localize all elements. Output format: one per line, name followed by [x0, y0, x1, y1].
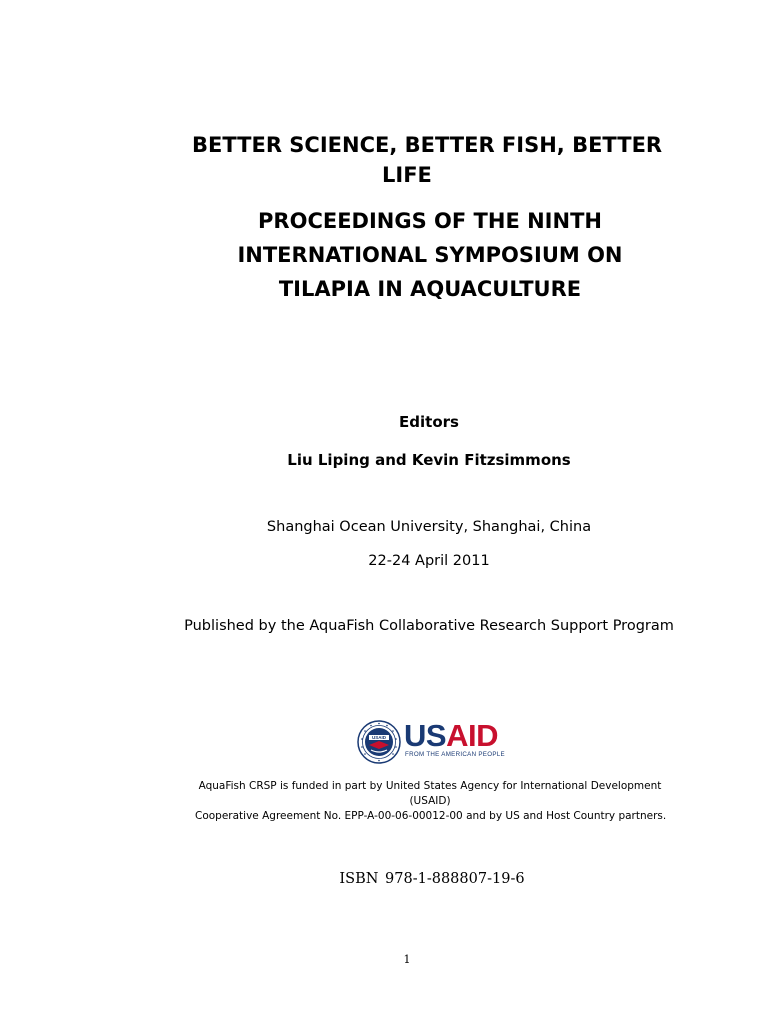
editors-heading: Editors — [399, 413, 459, 431]
venue: Shanghai Ocean University, Shanghai, China — [266, 519, 592, 535]
funding-line-3: Cooperative Agreement No. EPP-A-00-06-00012-00 and by US and Host Country partners. — [195, 810, 667, 822]
usaid-logo — [357, 720, 507, 766]
editors-names: Liu Liping and Kevin Fitzsimmons — [287, 451, 571, 469]
proceedings-title — [130, 204, 730, 306]
publisher: Published by the AquaFish Collaborative Research Support Program — [184, 618, 674, 634]
usaid-wordmark: USAID — [404, 718, 498, 753]
subtitle-line-1: PROCEEDINGS OF THE NINTH — [258, 209, 602, 233]
usaid-seal-icon — [357, 720, 401, 764]
title-line-1: BETTER SCIENCE, BETTER FISH, BETTER — [192, 133, 663, 157]
dates: 22-24 April 2011 — [368, 553, 490, 569]
subtitle-line-3: TILAPIA IN AQUACULTURE — [278, 277, 582, 301]
page-number: 1 — [403, 953, 411, 966]
subtitle-line-2: INTERNATIONAL SYMPOSIUM ON — [237, 243, 623, 267]
title-line-2: LIFE — [382, 163, 432, 187]
funding-line-1: AquaFish CRSP is funded in part by United States Agency for International Development — [198, 780, 662, 792]
svg-text:USAID: USAID — [371, 735, 387, 741]
isbn: ISBN 978-1-888807-19-6 — [339, 871, 525, 887]
funding-statement — [195, 779, 665, 824]
usaid-tagline: FROM THE AMERICAN PEOPLE — [405, 751, 505, 758]
funding-line-2: (USAID) — [409, 795, 451, 807]
document-title — [192, 130, 672, 190]
